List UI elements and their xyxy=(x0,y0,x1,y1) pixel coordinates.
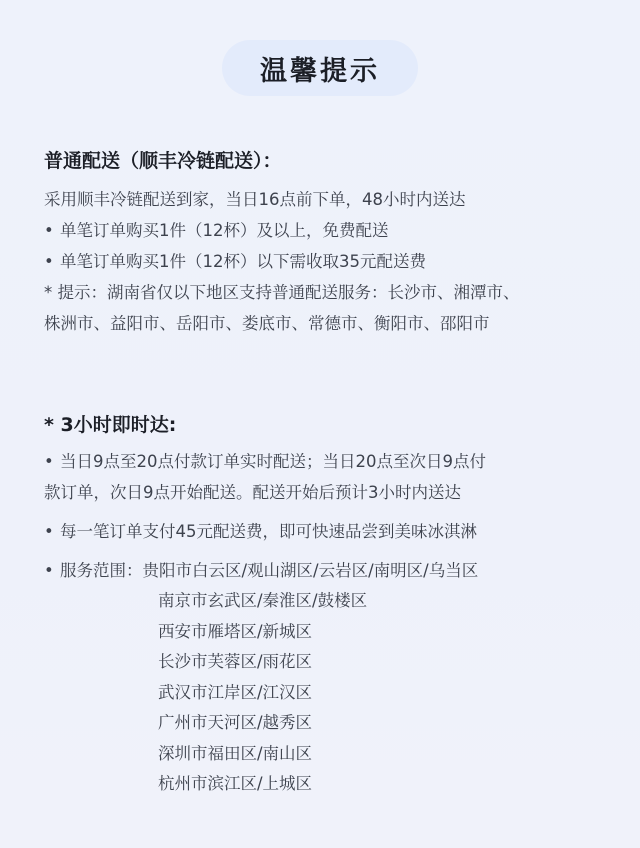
service-area-item: 武汉市江岸区/江汉区 xyxy=(158,682,313,702)
normal-delivery-intro: 采用顺丰冷链配送到家，当日16点前下单，48小时内送达 xyxy=(44,190,466,209)
instant-delivery-section xyxy=(44,410,620,800)
instant-delivery-item-cont: 款订单，次日9点开始配送。配送开始后预计3小时内送达 xyxy=(44,483,461,502)
bullet-dot: • xyxy=(44,252,54,271)
service-area-item: 杭州市滨江区/上城区 xyxy=(158,774,313,793)
title-banner xyxy=(222,40,418,96)
bullet-dot: • xyxy=(44,452,54,471)
service-area-item: 西安市雁塔区/新城区 xyxy=(158,621,313,641)
normal-delivery-item-text: 单笔订单购买1件（12杯）以下需收取35元配送费 xyxy=(60,252,426,271)
instant-delivery-item xyxy=(44,446,620,477)
normal-delivery-note: * 提示：湖南省仅以下地区支持普通配送服务：长沙市、湘潭市、 xyxy=(44,283,520,302)
service-area-row xyxy=(44,555,620,586)
service-area-item: 广州市天河区/越秀区 xyxy=(158,713,313,732)
service-area-label: 服务范围： xyxy=(60,561,143,580)
service-area-item: 南京市玄武区/秦淮区/鼓楼区 xyxy=(158,591,368,610)
normal-delivery-note-cont: 株洲市、益阳市、岳阳市、娄底市、常德市、衡阳市、邵阳市 xyxy=(44,314,490,333)
normal-delivery-item xyxy=(44,246,620,277)
service-area-list xyxy=(158,586,620,800)
service-area-item: 长沙市芙蓉区/雨花区 xyxy=(158,652,313,671)
normal-delivery-section xyxy=(44,146,620,339)
bullet-dot: • xyxy=(44,522,54,541)
service-area-item: 深圳市福田区/南山区 xyxy=(158,743,313,763)
normal-delivery-heading: 普通配送（顺丰冷链配送）： xyxy=(44,150,282,172)
instant-delivery-item-text: 每一笔订单支付45元配送费，即可快速品尝到美味冰淇淋 xyxy=(60,522,477,541)
instant-delivery-heading: * 3小时即时达: xyxy=(44,414,177,436)
normal-delivery-item-text: 单笔订单购买1件（12杯）及以上，免费配送 xyxy=(60,221,389,240)
normal-delivery-item xyxy=(44,215,620,246)
instant-delivery-item-text: 当日9点至20点付款订单实时配送；当日20点至次日9点付 xyxy=(60,452,486,471)
page-title: 温馨提示 xyxy=(260,55,380,87)
service-area-item: 贵阳市白云区/观山湖区/云岩区/南明区/乌当区 xyxy=(142,561,479,580)
bullet-dot: • xyxy=(44,561,54,580)
bullet-dot: • xyxy=(44,221,54,240)
instant-delivery-item xyxy=(44,516,620,547)
